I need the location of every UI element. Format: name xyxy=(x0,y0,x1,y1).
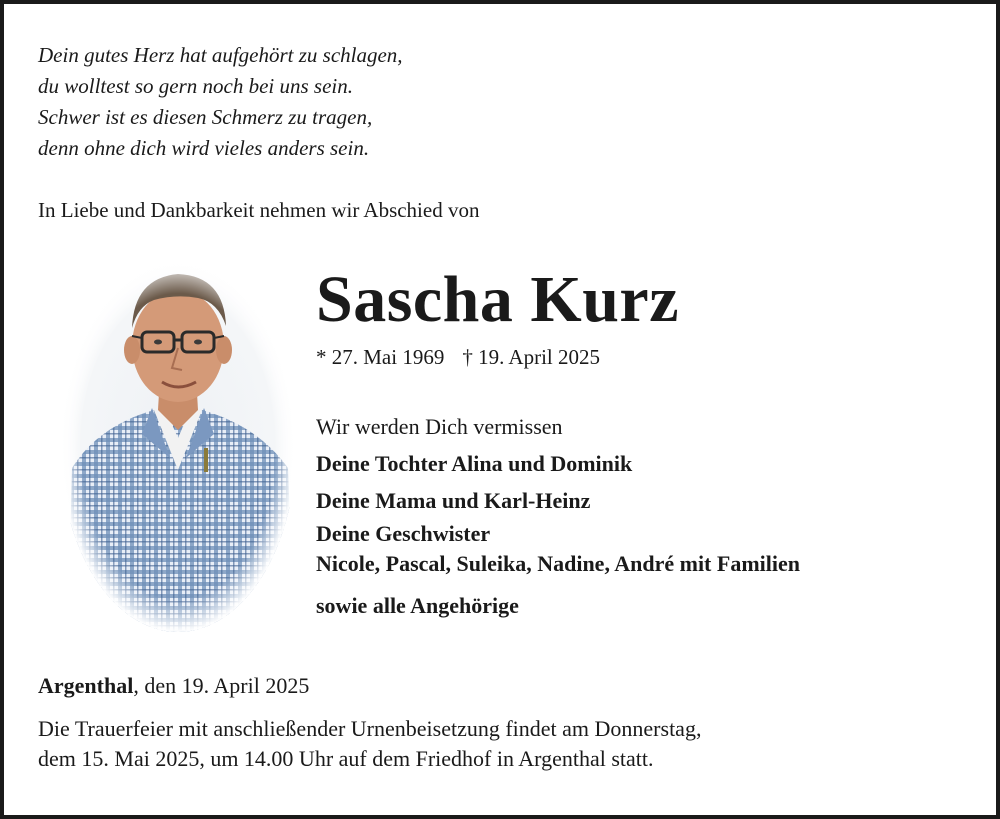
mourner-line: Nicole, Pascal, Suleika, Nadine, André mit Familien xyxy=(316,551,800,576)
poem-line: Dein gutes Herz hat aufgehört zu schlagen, xyxy=(38,43,403,67)
mourner-line: Deine Tochter Alina und Dominik xyxy=(316,451,633,476)
mourners-block xyxy=(316,408,800,624)
birth-date: * 27. Mai 1969 xyxy=(316,345,445,369)
poem xyxy=(38,40,403,164)
funeral-notice xyxy=(38,714,701,774)
mourner-line: Deine Mama und Karl-Heinz xyxy=(316,488,591,513)
poem-line: Schwer ist es diesen Schmerz zu tragen, xyxy=(38,105,373,129)
portrait-photo xyxy=(58,258,298,634)
life-dates xyxy=(316,343,600,371)
mourner-line: Deine Geschwister xyxy=(316,521,491,546)
place-date xyxy=(38,672,309,700)
mourners-heading: Wir werden Dich vermissen xyxy=(316,414,563,439)
intro-text: In Liebe und Dankbarkeit nehmen wir Abschied von xyxy=(38,198,480,222)
funeral-line: dem 15. Mai 2025, um 14.00 Uhr auf dem Friedhof in Argenthal statt. xyxy=(38,746,654,771)
deceased-name: Sascha Kurz xyxy=(316,263,680,336)
death-date: † 19. April 2025 xyxy=(462,345,600,369)
poem-line: du wolltest so gern noch bei uns sein. xyxy=(38,74,353,98)
funeral-line: Die Trauerfeier mit anschließender Urnenbeisetzung findet am Donnerstag, xyxy=(38,716,702,741)
poem-line: denn ohne dich wird vieles anders sein. xyxy=(38,136,370,160)
place-city: Argenthal xyxy=(38,673,134,698)
mourner-line: sowie alle Angehörige xyxy=(316,593,519,618)
place-date-text: , den 19. April 2025 xyxy=(133,673,310,698)
